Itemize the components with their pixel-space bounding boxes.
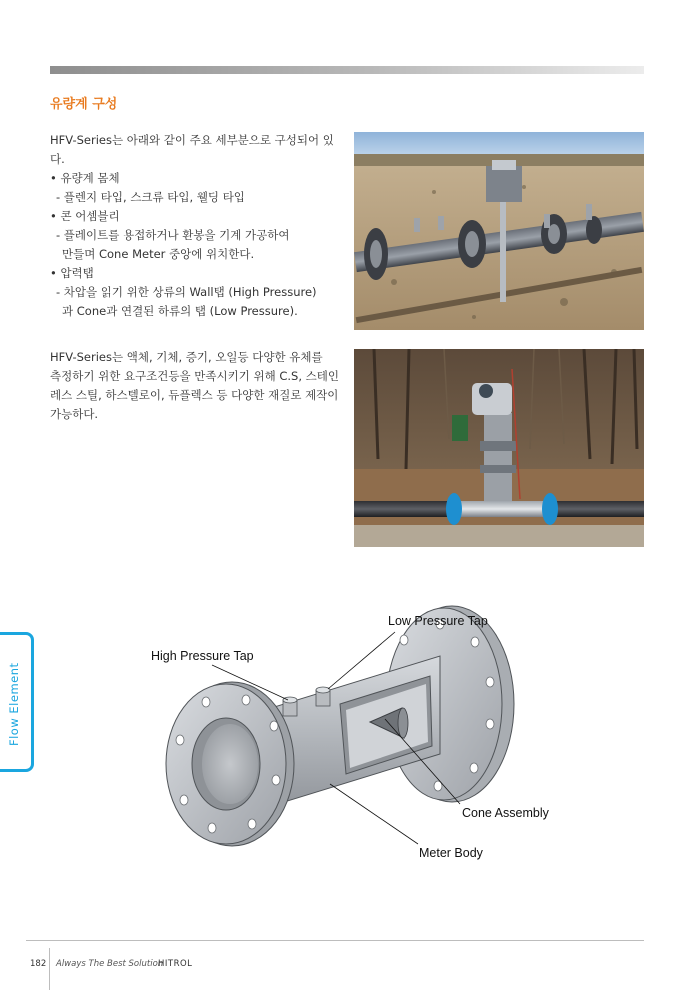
materials-line: 레스 스틸, 하스텔로이, 듀플렉스 등 다양한 재질로 제작이 (50, 388, 339, 402)
materials-line: 가능하다. (50, 407, 99, 421)
sub-item-high-pressure: - 차압을 읽기 위한 상류의 Wall탭 (High Pressure) (56, 285, 317, 299)
low-pressure-tap-shape (316, 687, 330, 706)
installation-photo-forest (354, 349, 644, 547)
footer-slogan: Always The Best Solution (56, 959, 164, 969)
intro-text (50, 131, 340, 321)
sub-item-cone-fabrication: - 플레이트를 용접하거나 환봉을 기계 가공하여 (56, 228, 290, 242)
inlet-flange (166, 682, 294, 846)
footer-divider (26, 940, 644, 941)
footer-vertical-divider (49, 948, 50, 990)
materials-line: HFV-Series는 액체, 기체, 증기, 오일등 다양한 유체를 (50, 350, 323, 364)
label-low-pressure-tap: Low Pressure Tap (388, 614, 488, 628)
sub-item-low-pressure: 과 Cone과 연결된 하류의 탭 (Low Pressure). (62, 304, 298, 318)
bullet-cone-assembly: • 콘 어셈블리 (50, 209, 120, 223)
section-title: 유량계 구성 (50, 97, 118, 112)
cone-meter-diagram (140, 604, 560, 874)
side-chapter-tab-label: Flow Element (7, 662, 21, 746)
label-cone-assembly: Cone Assembly (462, 806, 549, 820)
high-pressure-tap-shape (283, 697, 297, 716)
installation-photo-desert (354, 132, 644, 330)
page-number: 182 (30, 959, 47, 969)
materials-text (50, 348, 340, 424)
intro-line: 다. (50, 152, 65, 166)
sub-item-meter-types: - 플렌지 타입, 스크류 타입, 웰딩 타입 (56, 190, 245, 204)
bullet-pressure-taps: • 압력탭 (50, 266, 94, 280)
materials-line: 측정하기 위한 요구조건등을 만족시키기 위해 C.S, 스테인 (50, 369, 339, 383)
bullet-meter-body: • 유량계 몸체 (50, 171, 120, 185)
label-high-pressure-tap: High Pressure Tap (151, 649, 254, 663)
header-gradient-bar (50, 66, 644, 74)
intro-line: HFV-Series는 아래와 같이 주요 세부분으로 구성되어 있 (50, 133, 334, 147)
sub-item-cone-position: 만들며 Cone Meter 중앙에 위치한다. (62, 247, 255, 261)
footer-brand: HITROL (158, 959, 193, 969)
label-meter-body: Meter Body (419, 846, 483, 860)
